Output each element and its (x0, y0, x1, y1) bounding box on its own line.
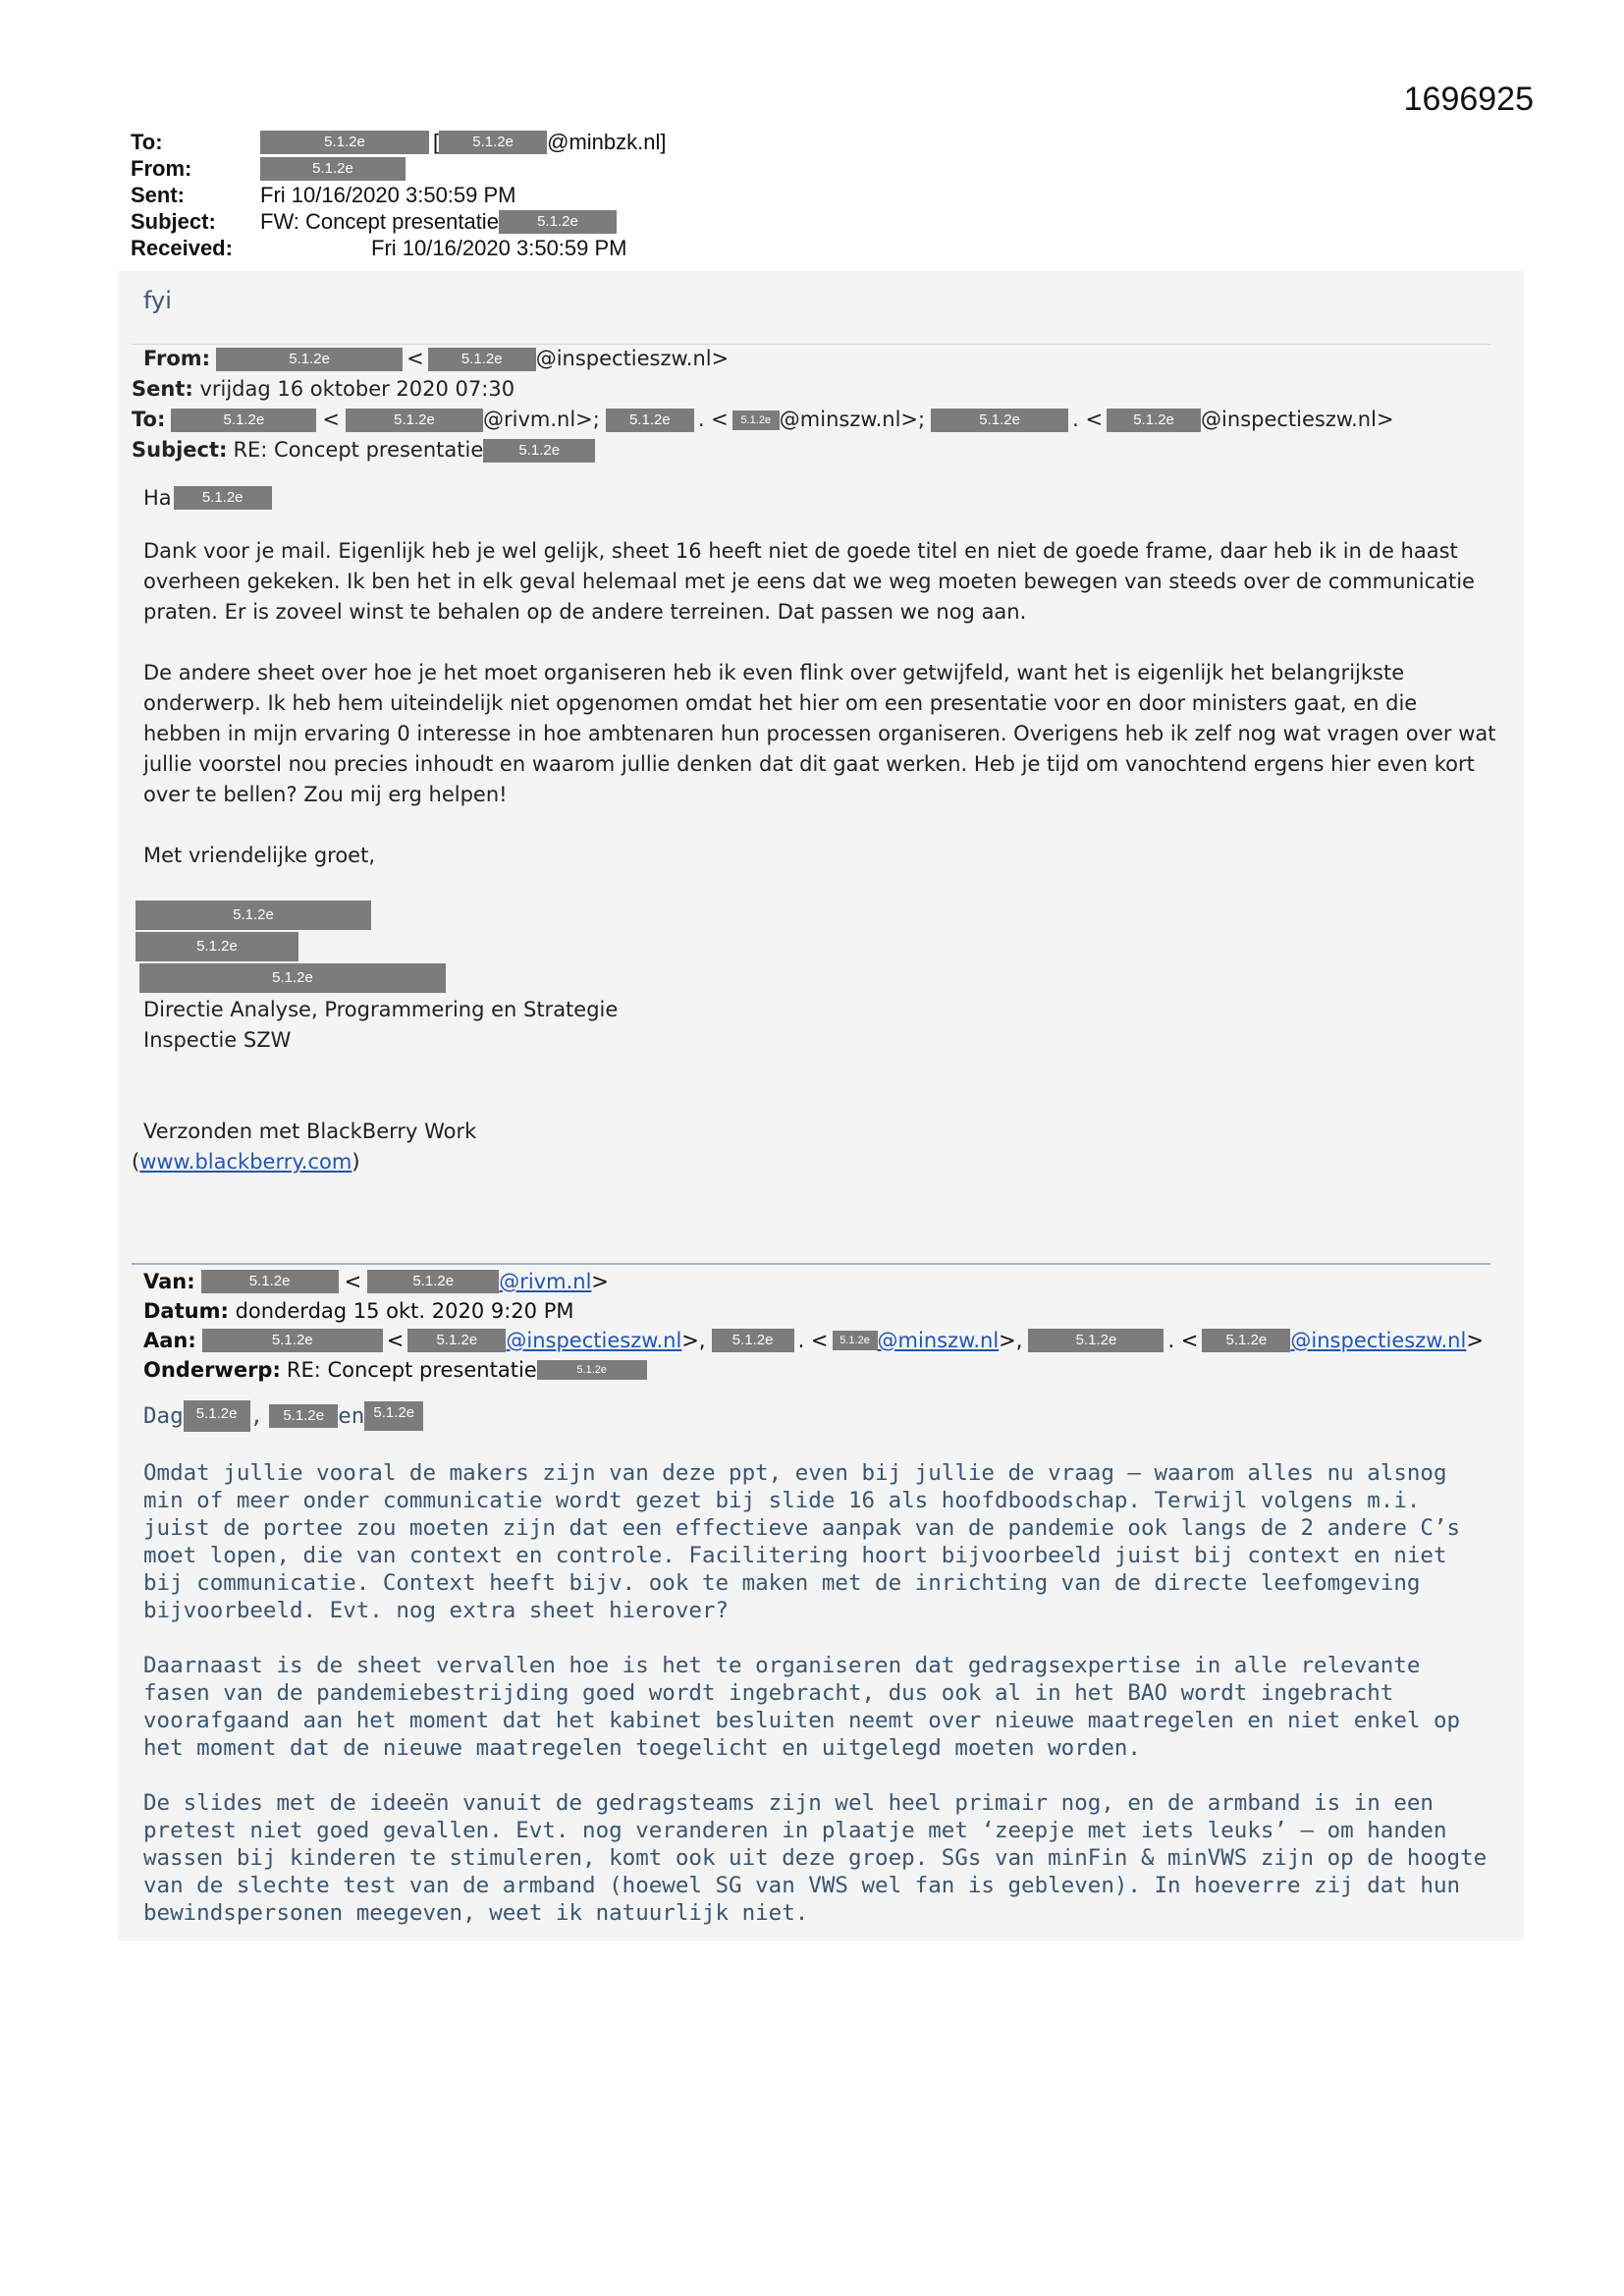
redaction: 5.1.2e (606, 409, 694, 432)
redaction: 5.1.2e (171, 409, 316, 432)
signature-department: Directie Analyse, Programmering en Strategie (143, 998, 619, 1021)
redaction: 5.1.2e (407, 1329, 506, 1352)
message-1 (132, 344, 1498, 1177)
header-sent-row (131, 182, 667, 208)
redaction: 5.1.2e (135, 932, 298, 961)
redaction: 5.1.2e (439, 131, 547, 154)
msg2-datum-label: Datum: (143, 1299, 229, 1323)
msg1-to-minszw: @minszw.nl>; (779, 408, 926, 431)
msg2-van-email[interactable]: @rivm.nl (499, 1270, 592, 1293)
signature-block (143, 901, 1498, 995)
msg1-to-inspectie: @inspectieszw.nl> (1201, 408, 1394, 431)
received-value: Fri 10/16/2020 3:50:59 PM (371, 236, 627, 260)
redaction: 5.1.2e (732, 410, 780, 430)
redaction: 5.1.2e (216, 348, 403, 371)
redaction: 5.1.2e (537, 1360, 647, 1380)
msg1-paragraph-1: Dank voor je mail. Eigenlijk heb je wel gelijk, sheet 16 heeft niet de goede titel en niet de goede frame, daar heb ik in de haast overheen gekeken. Ik ben het in elk geval helemaal met je eens dat we weg moeten bewegen van steeds over de communicatie praten. Er is zoveel winst te behalen op de andere terreinen. Dat passen we nog aan. (143, 539, 1475, 624)
header-subject-row (131, 208, 667, 235)
fyi-text: fyi (143, 287, 172, 314)
msg2-onderwerp-value: RE: Concept presentatie (286, 1358, 537, 1382)
header-from-row (131, 155, 667, 182)
msg1-to-rivm: @rivm.nl>; (482, 408, 600, 431)
separator (132, 1263, 1490, 1265)
blackberry-link[interactable]: www.blackberry.com (139, 1150, 352, 1174)
msg1-to-label: To: (132, 408, 166, 431)
redaction: 5.1.2e (1028, 1329, 1164, 1352)
redaction: 5.1.2e (135, 901, 371, 930)
msg2-aan-email-2[interactable]: @minszw.nl (877, 1329, 1000, 1352)
redaction: 5.1.2e (139, 963, 446, 993)
document-number: 1696925 (1403, 81, 1534, 118)
redaction: 5.1.2e (184, 1400, 250, 1432)
message-1-meta: From: 5.1.2e < 5.1.2e @inspectieszw.nl> Sent: vrijdag 16 oktober 2020 07:30 To: 5.1.2e < 5.1.2e @rivm.nl>; 5.1.2e . < 5.1.2e @minszw.nl>; 5.1.2e . < 5.1.2e @inspectieszw.nl> Subject: RE: Concept presentatie 5.1.2e (143, 344, 1498, 465)
redaction: 5.1.2e (364, 1401, 423, 1431)
redaction: 5.1.2e (483, 439, 595, 463)
msg2-datum-value: donderdag 15 okt. 2020 9:20 PM (235, 1299, 574, 1323)
redaction: 5.1.2e (1107, 409, 1201, 432)
received-label: Received: (131, 236, 233, 260)
msg2-van-label: Van: (143, 1270, 195, 1293)
greeting-text: Dag (143, 1403, 184, 1429)
msg1-closing: Met vriendelijke groet, (143, 844, 376, 867)
msg1-sent-label: Sent: (132, 377, 193, 401)
msg2-paragraph-3: De slides met de ideeën vanuit de gedragsteams zijn wel heel primair nog, en de armband is in een pretest niet goed gevallen. Evt. nog veranderen in plaatje met ‘zeepje met iets leuks’ – om handen wassen bij kinderen te stimuleren, komt ook uit deze groep. SGs van minFin & minVWS zijn op de hoogte van de slechte test van de armband (hoewel SG van VWS wel fan is gebleven). In hoeverre zij dat hun bewindspersonen meegeven, weet ik natuurlijk niet. (143, 1790, 1488, 1926)
msg2-aan-label: Aan: (143, 1329, 196, 1352)
msg2-greeting: Dag 5.1.2e , 5.1.2e en 5.1.2e (143, 1398, 1498, 1434)
msg1-subject-label: Subject: (132, 438, 228, 462)
blackberry-link-line: (www.blackberry.com) (132, 1150, 360, 1174)
msg1-paragraph-2: De andere sheet over hoe je het moet organiseren heb ik even flink over getwijfeld, want het is eigenlijk het belangrijkste onderwerp. Ik heb hem uiteindelijk niet opgenomen omdat het hier om een presentatie voor en door ministers gaat, en die hebben in mijn ervaring 0 interesse in hoe ambtenaren hun processen organiseren. Overigens heb ik zelf nog wat vragen over wat jullie voorstel nou precies inhoudt en waarom jullie denken dat dit gaat werken. Heb je tijd om vanochtend ergens hier even kort over te bellen? Zou mij erg helpen! (143, 661, 1496, 806)
from-label: From: (131, 156, 192, 181)
greeting-text: Ha (143, 485, 172, 510)
msg1-greeting (143, 481, 1498, 515)
to-domain: @minbzk.nl] (547, 130, 667, 154)
subject-value: FW: Concept presentatie (260, 209, 499, 234)
msg2-aan-email-1[interactable]: @inspectieszw.nl (506, 1329, 682, 1352)
redaction: 5.1.2e (712, 1329, 794, 1352)
sent-with-text: Verzonden met BlackBerry Work (143, 1120, 477, 1143)
subject-label: Subject: (131, 209, 216, 234)
redaction: 5.1.2e (201, 1270, 339, 1293)
header-to-row: To: 5.1.2e [ 5.1.2e @minbzk.nl] (131, 130, 667, 154)
msg2-paragraph-1: Omdat jullie vooral de makers zijn van deze ppt, even bij jullie de vraag – waarom alles nu alsnog min of meer onder communicatie wordt gezet bij slide 16 als hoofdboodschap. Terwijl volgens m.i. juist de portee zou moeten zijn dat een effectieve aanpak van de pandemie ook langs de 2 andere C’s moet lopen, die van context en controle. Facilitering hoort bijvoorbeeld juist bij context en niet bij communicatie. Context heeft bijv. ook te maken met de inrichting van de directe leefomgeving bijvoorbeeld. Evt. nog extra sheet hierover? (143, 1460, 1461, 1623)
redaction: 5.1.2e (1202, 1329, 1290, 1352)
msg2-paragraph-2: Daarnaast is de sheet vervallen hoe is het te organiseren dat gedragsexpertise in alle relevante fasen van de pandemiebestrijding goed wordt ingebracht, dus ook al in het BAO wordt ingebracht voorafgaand aan het moment dat het kabinet besluiten neemt over nieuwe maatregelen en niet enkel op het moment dat de nieuwe maatregelen toegelicht en uitgelegd moeten worden. (143, 1653, 1461, 1761)
msg2-onderwerp-label: Onderwerp: (143, 1358, 281, 1382)
redaction: 5.1.2e (346, 409, 483, 432)
msg2-aan-email-3[interactable]: @inspectieszw.nl (1290, 1329, 1467, 1352)
redaction: 5.1.2e (428, 348, 536, 371)
email-header (131, 129, 667, 261)
redaction: 5.1.2e (931, 409, 1068, 432)
redaction: 5.1.2e (260, 157, 406, 181)
redaction: 5.1.2e (260, 131, 429, 154)
redaction: 5.1.2e (202, 1329, 383, 1352)
sent-label: Sent: (131, 183, 185, 207)
redaction: 5.1.2e (367, 1270, 499, 1293)
header-received-row (131, 235, 667, 261)
redaction: 5.1.2e (269, 1404, 338, 1428)
redaction: 5.1.2e (833, 1331, 878, 1350)
msg1-subject-value: RE: Concept presentatie (233, 438, 484, 462)
sent-value: Fri 10/16/2020 3:50:59 PM (260, 183, 516, 207)
to-label: To: (131, 130, 163, 154)
message-2: Van: 5.1.2e < 5.1.2e @rivm.nl > Datum: donderdag 15 okt. 2020 9:20 PM Aan: 5.1.2e < 5.1.2e @inspectieszw.nl >, 5.1.2e . < 5.1.2e @minszw.nl >, 5.1.2e . < 5.1.2e @inspectieszw.nl > Onderwerp: RE: Concept presentatie 5.1.2e Dag 5.1.2e , 5.1.2e en 5.1.2e Omdat jullie vooral de makers zijn van deze ppt, even bij jullie de vraag – waarom alles nu alsnog min of meer onder communicatie wordt gezet bij slide 16 als hoofdboodschap. Terwijl volgens m.i. juist de portee zou moeten zijn dat een effectieve aanpak van de pandemie ook langs de 2 andere C’s moet lopen, die van context en controle. Facilitering hoort bijvoorbeeld juist bij context en niet bij communicatie. Context heeft bijv. ook te maken met de inrichting van de directe leefomgeving bijvoorbeeld. Evt. nog extra sheet hierover? Daarnaast is de sheet vervallen hoe is het te organiseren dat gedragsexpertise in alle relevante fasen van de pandemiebestrijding goed wordt ingebracht, dus ook al in het BAO wordt ingebracht voorafgaand aan het moment dat het kabinet besluiten neemt over nieuwe maatregelen en niet enkel op het moment dat de nieuwe maatregelen toegelicht en uitgelegd moeten worden. De slides met de ideeën vanuit de gedragsteams zijn wel heel primair nog, en de armband is in een pretest niet goed gevallen. Evt. nog veranderen in plaatje met ‘zeepje met iets leuks’ – om handen wassen bij kinderen te stimuleren, komt ook uit deze groep. SGs van minFin & minVWS zijn op de hoogte van de slechte test van de armband (hoewel SG van VWS wel fan is gebleven). In hoeverre zij dat hun bewindspersonen meegeven, weet ik natuurlijk niet. (143, 1267, 1498, 1927)
redaction: 5.1.2e (174, 486, 272, 510)
and-text: en (338, 1403, 365, 1429)
redaction: 5.1.2e (499, 210, 617, 234)
msg1-from-label: From: (143, 347, 211, 370)
signature-organization: Inspectie SZW (143, 1028, 292, 1052)
msg1-sent-value: vrijdag 16 oktober 2020 07:30 (199, 377, 515, 401)
msg1-from-domain: @inspectieszw.nl> (535, 347, 730, 370)
